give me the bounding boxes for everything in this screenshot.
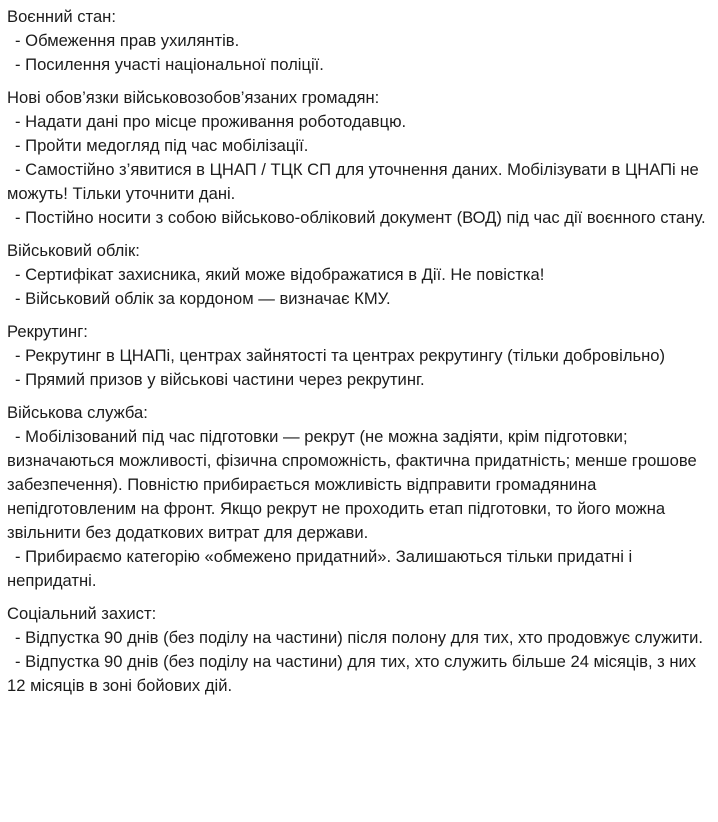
bullet-item-text: Відпустка 90 днів (без поділу на частини) після полону для тих, хто продовжує служити. xyxy=(25,628,703,647)
bullet-item xyxy=(7,29,710,53)
bullet-marker-icon: - xyxy=(15,289,21,308)
bullet-item xyxy=(7,344,710,368)
bullet-item xyxy=(7,425,710,545)
bullet-item xyxy=(7,206,710,230)
bullet-item xyxy=(7,368,710,392)
bullet-item xyxy=(7,626,710,650)
text-section xyxy=(7,401,710,593)
bullet-item xyxy=(7,545,710,593)
bullet-marker-icon: - xyxy=(15,265,21,284)
bullet-item-text: Надати дані про місце проживання роботодавцю. xyxy=(25,112,407,131)
bullet-item xyxy=(7,134,710,158)
bullet-marker-icon: - xyxy=(15,628,21,647)
text-section xyxy=(7,86,710,230)
bullet-item-text: Прибираємо категорію «обмежено придатний». Залишаються тільки придатні і непридатні. xyxy=(7,547,637,590)
bullet-item-text: Мобілізований під час підготовки — рекрут (не можна задіяти, крім підготовки; визначаються можливості, фізична спроможність, фактична придатність; менше грошове забезпечення). Повністю прибирається можливість відправити громадянина непідготовленим на фронт. Якщо рекрут не проходить етап підготовки, то його можна звільнити без додаткових витрат для держави. xyxy=(7,427,702,542)
bullet-item-text: Відпустка 90 днів (без поділу на частини) для тих, хто служить більше 24 місяців, з них 12 місяців в зоні бойових дій. xyxy=(7,652,701,695)
text-section xyxy=(7,5,710,77)
section-heading: Рекрутинг: xyxy=(7,322,88,341)
bullet-item-text: Сертифікат захисника, який може відображатися в Дії. Не повістка! xyxy=(25,265,545,284)
text-section xyxy=(7,602,710,698)
bullet-marker-icon: - xyxy=(15,55,21,74)
bullet-item xyxy=(7,263,710,287)
bullet-marker-icon: - xyxy=(15,136,21,155)
bullet-marker-icon: - xyxy=(15,346,21,365)
bullet-item-text: Військовий облік за кордоном — визначає КМУ. xyxy=(25,289,391,308)
bullet-item xyxy=(7,287,710,311)
text-section xyxy=(7,239,710,311)
bullet-marker-icon: - xyxy=(15,31,21,50)
section-heading: Соціальний захист: xyxy=(7,604,157,623)
bullet-item xyxy=(7,53,710,77)
bullet-item xyxy=(7,110,710,134)
bullet-marker-icon: - xyxy=(15,652,21,671)
bullet-item-text: Постійно носити з собою військово-обліковий документ (ВОД) під час дії воєнного стану. xyxy=(25,208,706,227)
bullet-item-text: Обмеження прав ухилянтів. xyxy=(25,31,240,50)
bullet-item xyxy=(7,650,710,698)
bullet-marker-icon: - xyxy=(15,208,21,227)
bullet-marker-icon: - xyxy=(15,427,21,446)
bullet-item-text: Прямий призов у військові частини через рекрутинг. xyxy=(25,370,425,389)
bullet-marker-icon: - xyxy=(15,547,21,566)
bullet-item-text: Пройти медогляд під час мобілізації. xyxy=(25,136,309,155)
bullet-item-text: Посилення участі національної поліції. xyxy=(25,55,324,74)
bullet-item-text: Рекрутинг в ЦНАПі, центрах зайнятості та центрах рекрутингу (тільки добровільно) xyxy=(25,346,666,365)
section-heading: Воєнний стан: xyxy=(7,7,116,26)
bullet-marker-icon: - xyxy=(15,370,21,389)
bullet-item xyxy=(7,158,710,206)
bullet-marker-icon: - xyxy=(15,160,21,179)
bullet-marker-icon: - xyxy=(15,112,21,131)
section-heading: Нові обов’язки військовозобов’язаних громадян: xyxy=(7,88,380,107)
section-heading: Військова служба: xyxy=(7,403,148,422)
text-section xyxy=(7,320,710,392)
bullet-item-text: Самостійно з’явитися в ЦНАП / ТЦК СП для уточнення даних. Мобілізувати в ЦНАПі не можуть! Тільки уточнити дані. xyxy=(7,160,704,203)
section-heading: Військовий облік: xyxy=(7,241,140,260)
